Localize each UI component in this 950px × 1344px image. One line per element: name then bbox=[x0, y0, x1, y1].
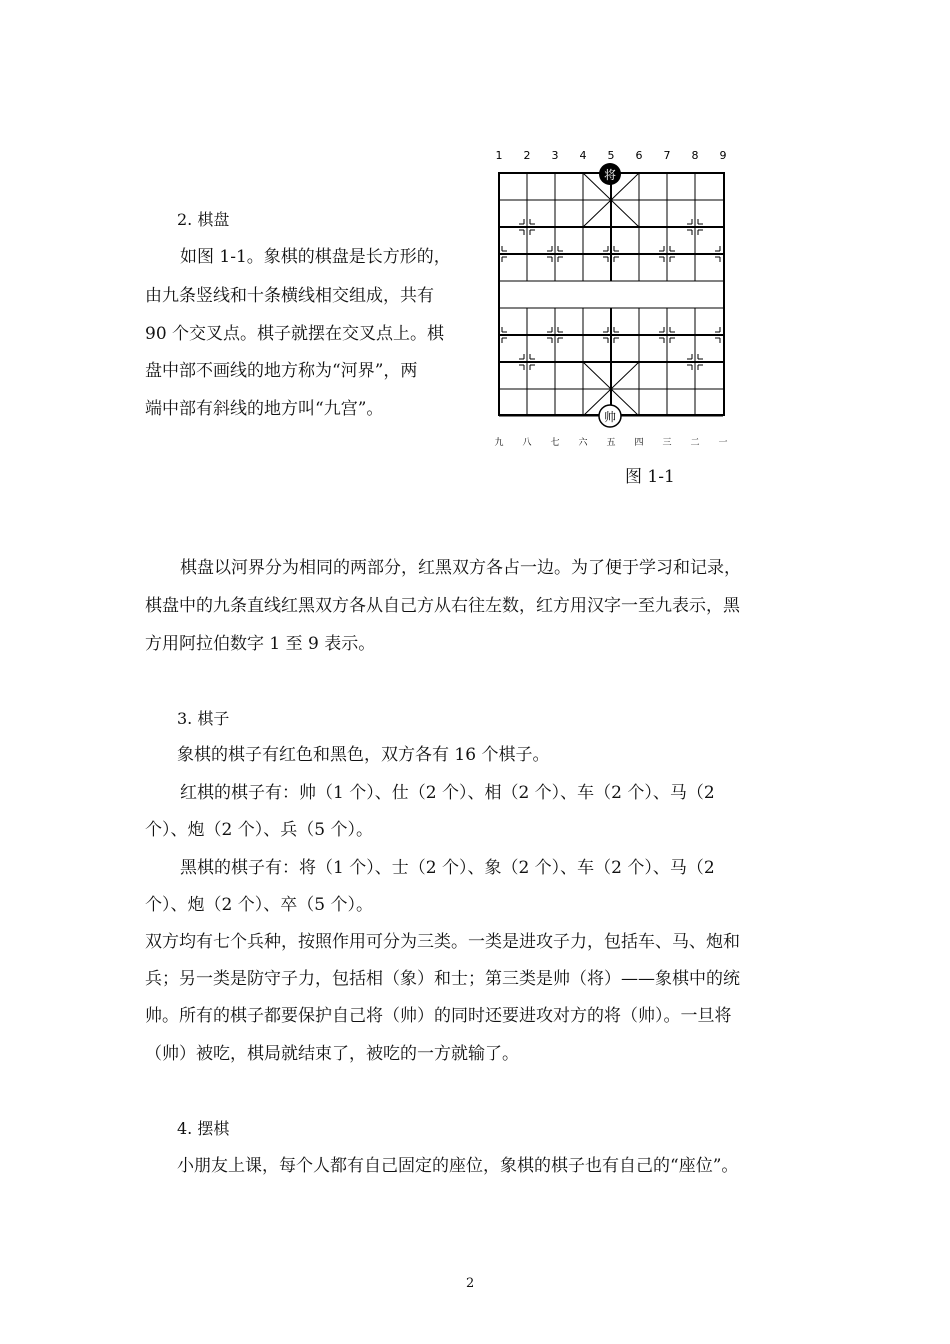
red-general-label: 帅 bbox=[603, 410, 617, 424]
top-file-number: 9 bbox=[719, 149, 727, 162]
board-paragraph-line-2: 棋盘中的九条直线红黑双方各从自己方从右往左数，红方用汉字一至九表示，黑 bbox=[145, 596, 740, 616]
black-pieces-line-2: 个）、炮（2 个）、卒（5 个）。 bbox=[145, 895, 373, 915]
top-file-number: 3 bbox=[551, 149, 559, 162]
summary-line-4: （帅）被吃，棋局就结束了，被吃的一方就输了。 bbox=[145, 1044, 519, 1064]
bottom-file-number: 四 bbox=[634, 438, 644, 448]
bottom-file-number: 八 bbox=[522, 438, 532, 448]
section-2-line-4: 盘中部不画线的地方称为“河界”，两 bbox=[145, 361, 418, 381]
bottom-file-number: 七 bbox=[550, 438, 560, 448]
top-file-number: 4 bbox=[579, 149, 587, 162]
section-3-heading: 3. 棋子 bbox=[177, 709, 230, 728]
figure-caption: 图 1-1 bbox=[625, 467, 675, 487]
board-paragraph-line-3: 方用阿拉伯数字 1 至 9 表示。 bbox=[145, 634, 376, 654]
bottom-file-number: 一 bbox=[718, 438, 728, 448]
section-4-heading: 4. 摆棋 bbox=[177, 1119, 230, 1138]
black-general-label: 将 bbox=[603, 168, 617, 182]
xiangqi-board bbox=[490, 140, 740, 460]
top-file-number: 7 bbox=[663, 149, 671, 162]
section-2-line-5: 端中部有斜线的地方叫“九宫”。 bbox=[145, 399, 384, 419]
red-pieces-line-1: 红棋的棋子有：帅（1 个）、仕（2 个）、相（2 个）、车（2 个）、马（2 bbox=[180, 783, 715, 803]
summary-line-3: 帅。所有的棋子都要保护自己将（帅）的同时还要进攻对方的将（帅）。一旦将 bbox=[145, 1006, 732, 1026]
bottom-file-number: 二 bbox=[690, 438, 700, 448]
section-3-intro: 象棋的棋子有红色和黑色，双方各有 16 个棋子。 bbox=[177, 745, 550, 765]
bottom-file-number: 五 bbox=[606, 438, 616, 448]
black-pieces-line-1: 黑棋的棋子有：将（1 个）、士（2 个）、象（2 个）、车（2 个）、马（2 bbox=[180, 858, 715, 878]
section-4-line: 小朋友上课，每个人都有自己固定的座位，象棋的棋子也有自己的“座位”。 bbox=[177, 1156, 739, 1176]
bottom-file-number: 三 bbox=[662, 438, 672, 448]
section-2-line-1: 如图 1-1。象棋的棋盘是长方形的， bbox=[180, 247, 451, 267]
summary-line-2: 兵；另一类是防守子力，包括相（象）和士；第三类是帅（将）——象棋中的统 bbox=[145, 969, 740, 989]
section-2-heading: 2. 棋盘 bbox=[177, 210, 230, 229]
top-file-number: 6 bbox=[635, 149, 643, 162]
bottom-file-number: 六 bbox=[578, 438, 588, 448]
top-file-number: 1 bbox=[495, 149, 503, 162]
top-file-number: 8 bbox=[691, 149, 699, 162]
red-pieces-line-2: 个）、炮（2 个）、兵（5 个）。 bbox=[145, 820, 373, 840]
xiangqi-board-figure bbox=[490, 140, 740, 460]
summary-line-1: 双方均有七个兵种，按照作用可分为三类。一类是进攻子力，包括车、马、炮和 bbox=[145, 932, 740, 952]
top-file-number: 5 bbox=[607, 149, 615, 162]
section-2-line-3: 90 个交叉点。棋子就摆在交叉点上。棋 bbox=[145, 324, 445, 344]
board-paragraph-line-1: 棋盘以河界分为相同的两部分，红黑双方各占一边。为了便于学习和记录， bbox=[180, 558, 741, 578]
section-2-line-2: 由九条竖线和十条横线相交组成，共有 bbox=[145, 286, 434, 306]
top-file-number: 2 bbox=[523, 149, 531, 162]
page-number: 2 bbox=[466, 1276, 475, 1291]
bottom-file-number: 九 bbox=[494, 438, 504, 448]
